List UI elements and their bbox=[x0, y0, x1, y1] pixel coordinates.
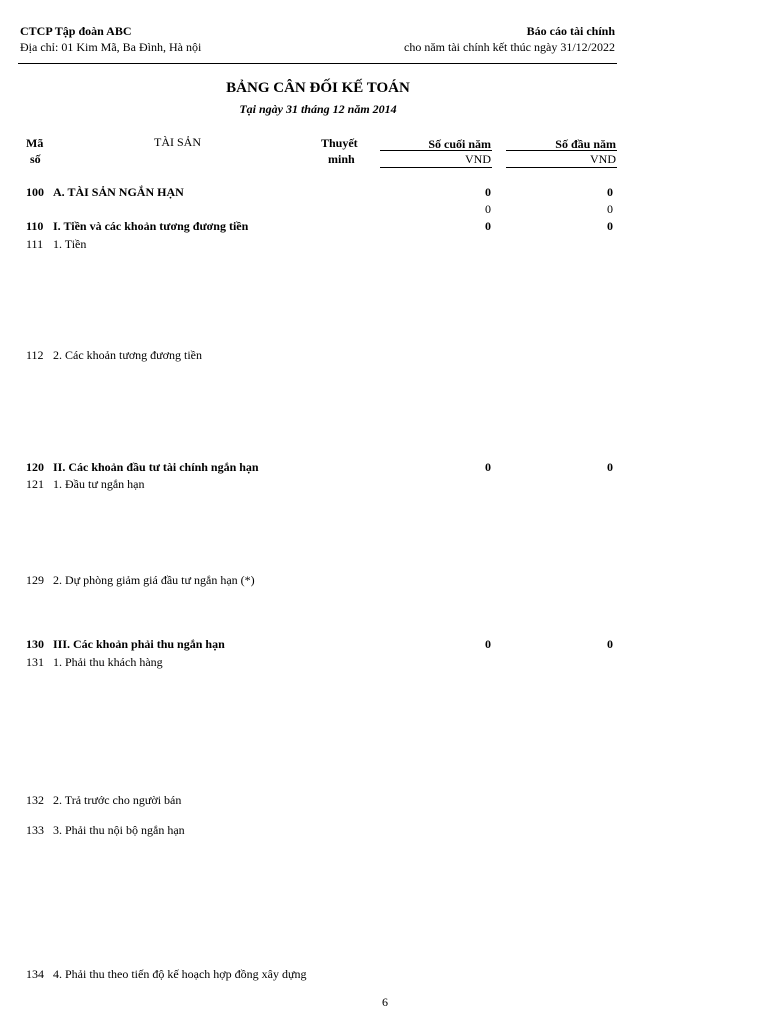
page-number: 6 bbox=[382, 995, 388, 1009]
row-code: 132 bbox=[26, 793, 44, 807]
row-code: 110 bbox=[26, 219, 44, 233]
row-label: 4. Phải thu theo tiến độ kế hoạch hợp đồng xây dựng bbox=[53, 967, 307, 981]
row-code: 112 bbox=[26, 348, 44, 362]
col-end-year: Số cuối năm bbox=[428, 137, 491, 151]
row-code: 120 bbox=[26, 460, 44, 474]
row-code: 121 bbox=[26, 477, 44, 491]
page-title: BẢNG CÂN ĐỐI KẾ TOÁN bbox=[226, 80, 410, 96]
row-label: III. Các khoản phải thu ngắn hạn bbox=[53, 637, 225, 651]
row-end-value: 0 bbox=[485, 637, 491, 651]
row-code: 130 bbox=[26, 637, 44, 651]
end-currency-underline bbox=[380, 167, 492, 168]
currency-start: VND bbox=[590, 152, 616, 166]
row-label: 2. Các khoản tương đương tiền bbox=[53, 348, 203, 362]
row-label: 1. Đầu tư ngắn hạn bbox=[53, 477, 145, 491]
row-code: 134 bbox=[26, 967, 44, 981]
row-label: 2. Dự phòng giảm giá đầu tư ngắn hạn (*) bbox=[53, 573, 255, 587]
row-label: 2. Trả trước cho người bán bbox=[53, 793, 182, 807]
col-code-line1: Mã bbox=[26, 136, 44, 150]
row-code: 111 bbox=[26, 237, 44, 251]
report-type: Báo cáo tài chính bbox=[526, 24, 615, 38]
end-year-underline bbox=[380, 150, 492, 151]
company-address: Địa chỉ: 01 Kim Mã, Ba Đình, Hà nội bbox=[20, 40, 202, 54]
row-start-value: 0 bbox=[607, 637, 613, 651]
start-currency-underline bbox=[506, 167, 617, 168]
currency-end: VND bbox=[465, 152, 491, 166]
row-code: 131 bbox=[26, 655, 44, 669]
row-label: II. Các khoản đầu tư tài chính ngắn hạn bbox=[53, 460, 259, 474]
report-date: Tại ngày 31 tháng 12 năm 2014 bbox=[239, 102, 397, 116]
header-divider bbox=[18, 63, 617, 64]
col-start-year: Số đầu năm bbox=[555, 137, 616, 151]
row-start-value: 0 bbox=[607, 460, 613, 474]
col-code-line2: số bbox=[30, 152, 41, 166]
row-label: 1. Tiền bbox=[53, 237, 87, 251]
row-start-value: 0 bbox=[607, 219, 613, 233]
company-name: CTCP Tập đoàn ABC bbox=[20, 24, 132, 38]
col-note-line1: Thuyết bbox=[321, 136, 358, 150]
report-period: cho năm tài chính kết thúc ngày 31/12/2022 bbox=[404, 40, 615, 54]
row-label: 1. Phải thu khách hàng bbox=[53, 655, 163, 669]
row-end-value: 0 bbox=[485, 185, 491, 199]
row-label: 3. Phải thu nội bộ ngắn hạn bbox=[53, 823, 185, 837]
row-end-value: 0 bbox=[485, 460, 491, 474]
row-label: A. TÀI SẢN NGẮN HẠN bbox=[53, 185, 184, 199]
row-code: 100 bbox=[26, 185, 44, 199]
row-end-value: 0 bbox=[485, 202, 491, 216]
col-assets: TÀI SẢN bbox=[154, 135, 201, 149]
row-start-value: 0 bbox=[607, 185, 613, 199]
col-note-line2: minh bbox=[328, 152, 355, 166]
row-end-value: 0 bbox=[485, 219, 491, 233]
row-code: 133 bbox=[26, 823, 44, 837]
start-year-underline bbox=[506, 150, 617, 151]
row-label: I. Tiền và các khoản tương đương tiền bbox=[53, 219, 249, 233]
row-start-value: 0 bbox=[607, 202, 613, 216]
row-code: 129 bbox=[26, 573, 44, 587]
